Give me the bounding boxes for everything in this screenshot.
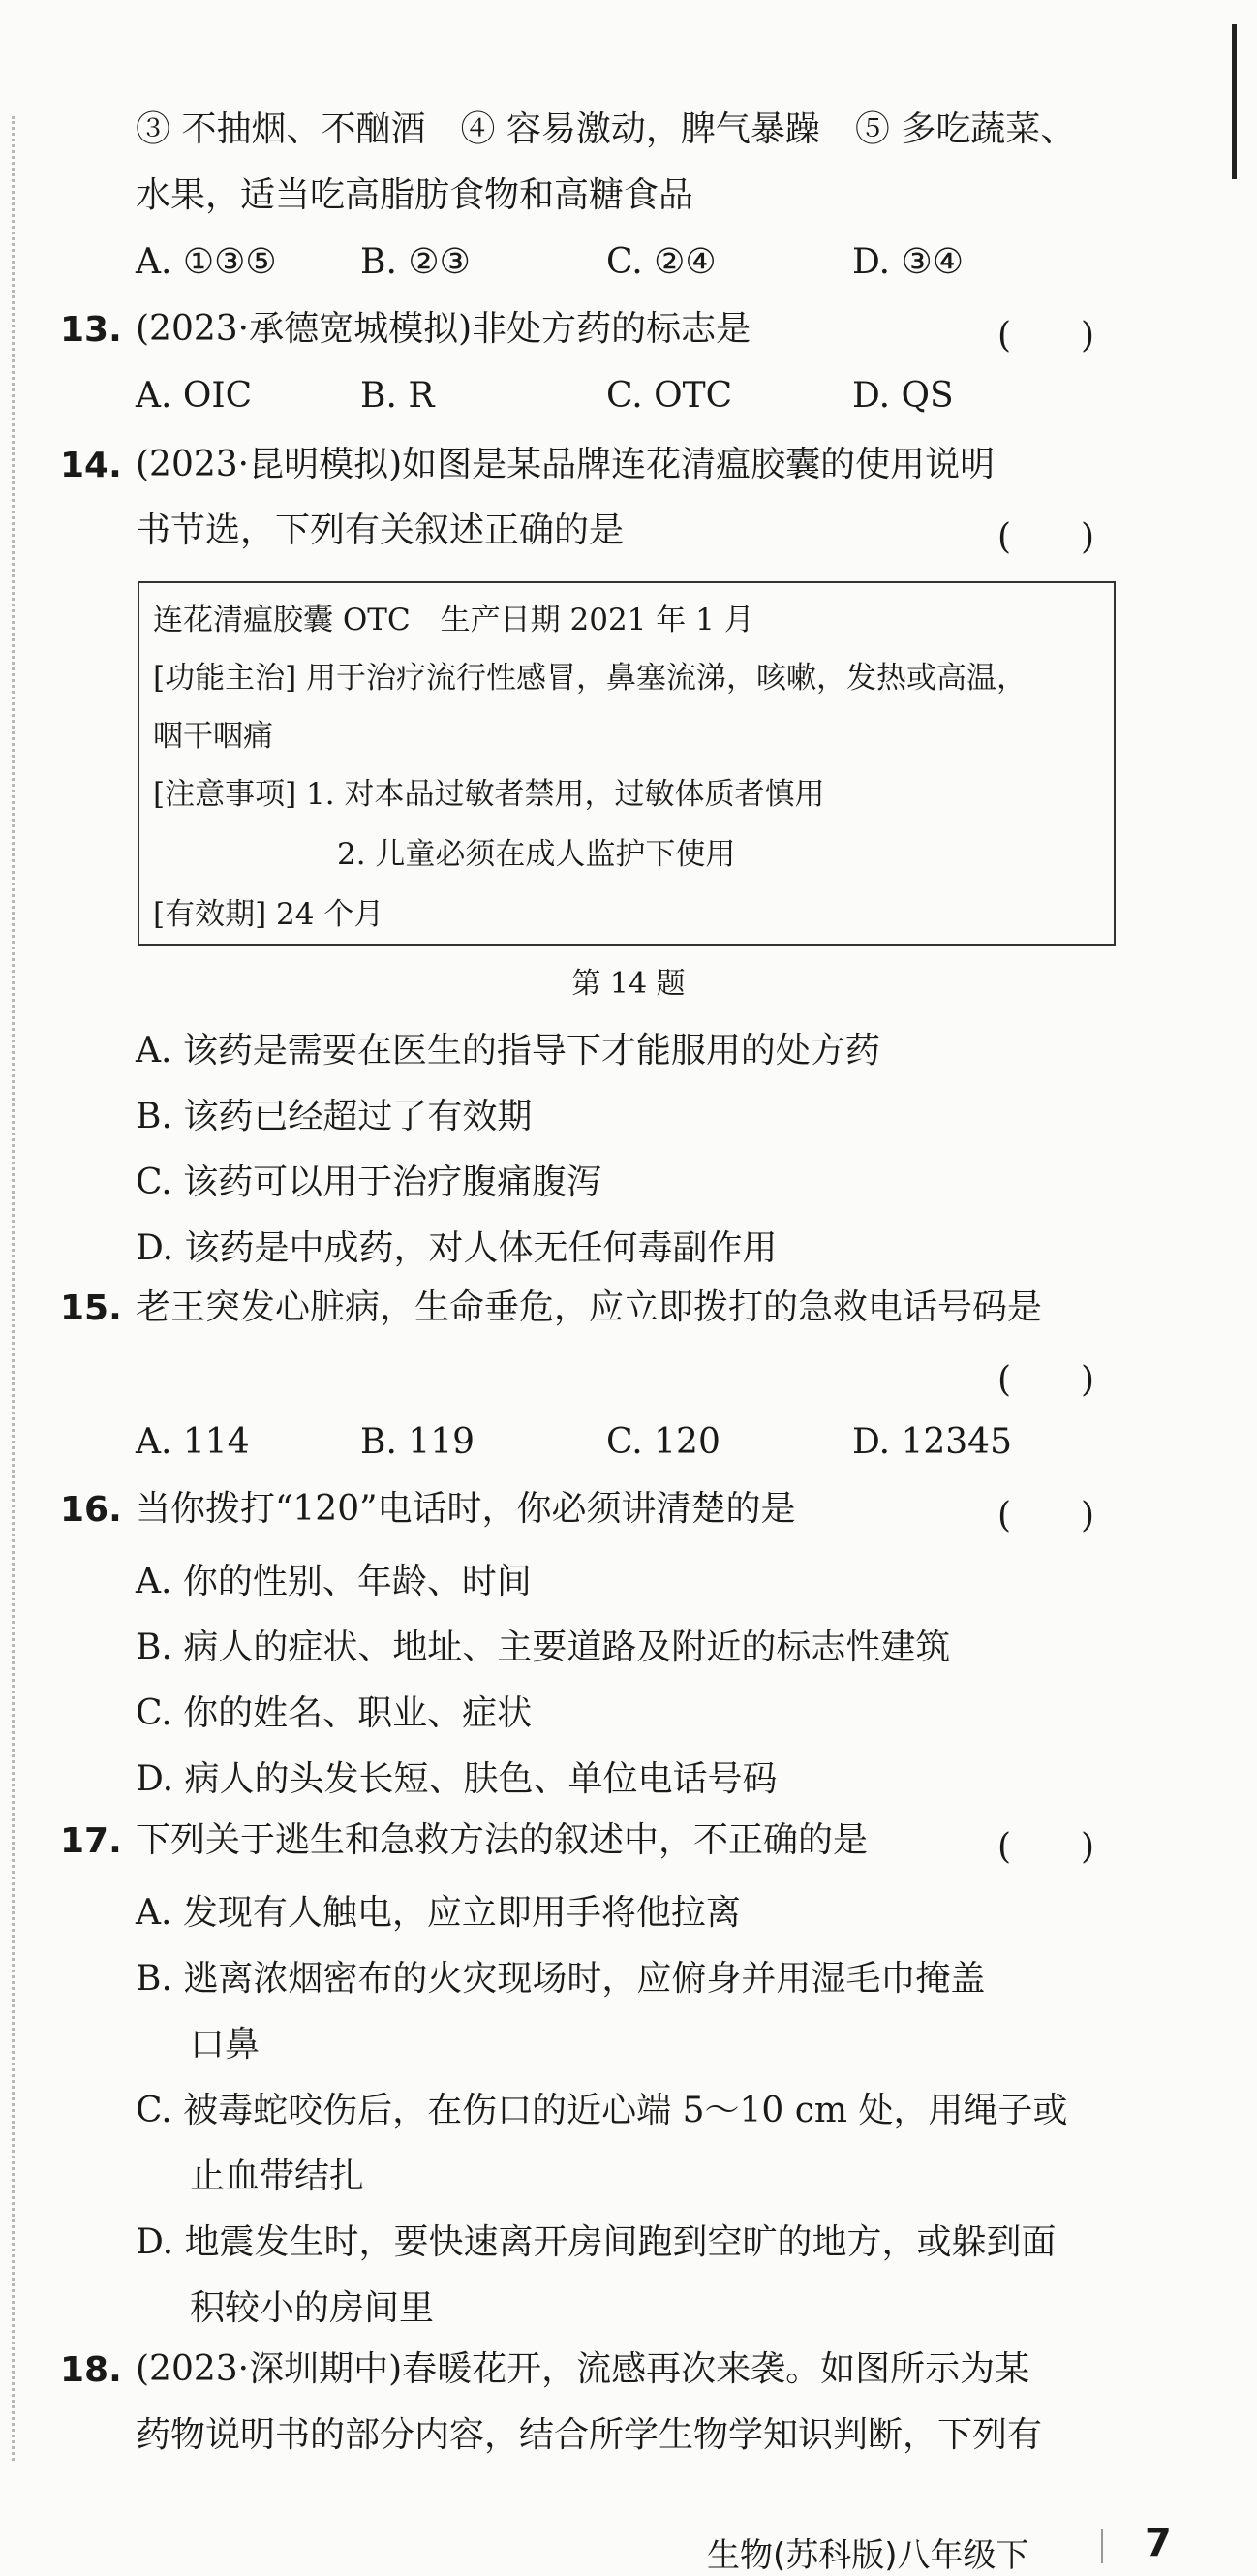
- q12-option-d: D. ③④: [852, 242, 965, 282]
- q17-option-c-line1: C. 被毒蛇咬伤后，在伤口的近心端 5～10 cm 处，用绳子或: [136, 2091, 1068, 2130]
- q13-option-b: B. R: [360, 376, 435, 416]
- q13-answer-paren: ( ): [997, 316, 1095, 356]
- footer-separator: [1101, 2529, 1103, 2563]
- q13-stem: (2023·承德宽城模拟)非处方药的标志是: [136, 309, 751, 349]
- q12-option-a: A. ①③⑤: [136, 242, 277, 282]
- q15-answer-paren: ( ): [997, 1360, 1095, 1400]
- q17-option-c-line2: 止血带结扎: [190, 2157, 365, 2196]
- figure-caption: 第 14 题: [571, 967, 686, 1001]
- q16-option-d: D. 病人的头发长短、肤色、单位电话号码: [136, 1759, 778, 1799]
- q15-option-d: D. 12345: [852, 1422, 1012, 1462]
- q16-option-c: C. 你的姓名、职业、症状: [136, 1693, 533, 1733]
- q14-option-c: C. 该药可以用于治疗腹痛腹泻: [136, 1163, 602, 1202]
- q12-line1: ③ 不抽烟、不酗酒 ④ 容易激动，脾气暴躁 ⑤ 多吃蔬菜、: [136, 109, 1076, 149]
- box-line-product: 连花清瘟胶囊 OTC 生产日期 2021 年 1 月: [153, 603, 754, 637]
- q14-line1: (2023·昆明模拟)如图是某品牌连花清瘟胶囊的使用说明: [136, 445, 996, 484]
- page-number: 7: [1145, 2521, 1172, 2565]
- q13-option-a: A. OIC: [136, 376, 253, 416]
- q17-option-a: A. 发现有人触电，应立即用手将他拉离: [136, 1893, 741, 1933]
- q15-option-b: B. 119: [360, 1422, 475, 1462]
- q14-answer-paren: ( ): [997, 517, 1095, 557]
- box-line-precautions: [注意事项] 1. 对本品过敏者禁用，过敏体质者慎用: [153, 777, 825, 812]
- edge-marker-bar: [1232, 24, 1237, 179]
- q17-option-d-line1: D. 地震发生时，要快速离开房间跑到空旷的地方，或躲到面: [136, 2222, 1057, 2262]
- q14-option-d: D. 该药是中成药，对人体无任何毒副作用: [136, 1228, 778, 1268]
- q14-option-b: B. 该药已经超过了有效期: [136, 1097, 533, 1136]
- q17-number: 17.: [60, 1821, 122, 1861]
- q15-stem: 老王突发心脏病，生命垂危，应立即拨打的急救电话号码是: [136, 1288, 1043, 1327]
- q14-option-a: A. 该药是需要在医生的指导下才能服用的处方药: [136, 1031, 880, 1071]
- q15-number: 15.: [60, 1288, 122, 1328]
- q14-line2: 书节选，下列有关叙述正确的是: [136, 511, 625, 550]
- q16-answer-paren: ( ): [997, 1496, 1095, 1536]
- q12-line2: 水果，适当吃高脂肪食物和高糖食品: [136, 175, 694, 215]
- box-line-function: [功能主治] 用于治疗流行性感冒，鼻塞流涕，咳嗽，发热或高温，: [153, 661, 1027, 696]
- binding-margin-dots: [12, 116, 15, 2461]
- q16-option-b: B. 病人的症状、地址、主要道路及附近的标志性建筑: [136, 1628, 951, 1667]
- q18-line2: 药物说明书的部分内容，结合所学生物学知识判断，下列有: [136, 2415, 1043, 2455]
- q13-option-c: C. OTC: [606, 376, 733, 416]
- q16-stem: 当你拨打“120”电话时，你必须讲清楚的是: [136, 1489, 796, 1529]
- q13-option-d: D. QS: [852, 376, 954, 416]
- q18-number: 18.: [60, 2350, 122, 2390]
- box-line-precautions-2: 2. 儿童必须在成人监护下使用: [337, 837, 736, 872]
- q17-option-d-line2: 积较小的房间里: [190, 2288, 435, 2328]
- q16-number: 16.: [60, 1490, 122, 1530]
- q17-option-b-line2: 口鼻: [190, 2025, 261, 2064]
- q17-option-b-line1: B. 逃离浓烟密布的火灾现场时，应俯身并用湿毛巾掩盖: [136, 1959, 986, 1999]
- q16-option-a: A. 你的性别、年龄、时间: [136, 1562, 532, 1601]
- q17-answer-paren: ( ): [997, 1827, 1095, 1867]
- q18-line1: (2023·深圳期中)春暖花开，流感再次来袭。如图所示为某: [136, 2349, 1030, 2389]
- box-line-validity: [有效期] 24 个月: [153, 897, 384, 932]
- q15-option-c: C. 120: [606, 1422, 720, 1462]
- q12-option-c: C. ②④: [606, 242, 717, 282]
- q12-option-b: B. ②③: [360, 242, 471, 282]
- q17-stem: 下列关于逃生和急救方法的叙述中，不正确的是: [136, 1820, 869, 1860]
- q13-number: 13.: [60, 310, 122, 350]
- box-line-function-cont: 咽干咽痛: [153, 719, 273, 754]
- footer-subject: 生物(苏科版)八年级下: [707, 2536, 1029, 2575]
- q14-number: 14.: [60, 446, 122, 485]
- q15-option-a: A. 114: [136, 1422, 250, 1462]
